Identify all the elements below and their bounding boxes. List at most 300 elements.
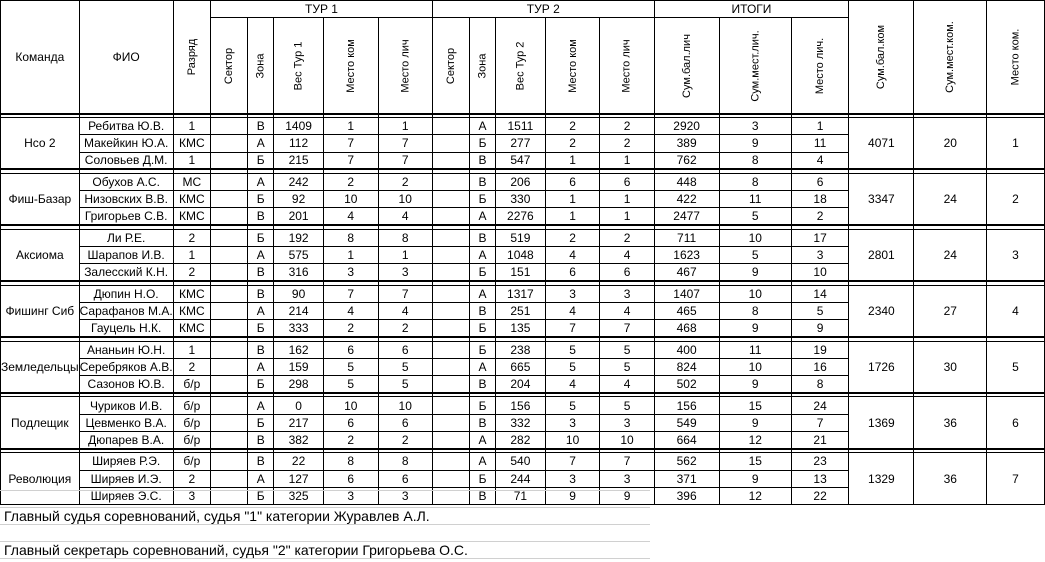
team-final-place-cell: 4 [987,285,1045,337]
sum-pers-places-cell: 15 [719,453,791,470]
pers-place1-cell: 7 [378,135,432,152]
rank-cell: 3 [173,487,210,504]
sum-pers-points-cell: 2920 [654,118,719,135]
pers-place1-cell: 5 [378,376,432,393]
rank-cell: 1 [173,341,210,358]
sector1-cell [211,152,248,169]
team-place2-cell: 4 [545,247,600,264]
fio-cell: Ананьин Ю.Н. [79,341,173,358]
sum-pers-points-cell: 467 [654,264,719,281]
fio-cell: Сазонов Ю.В. [79,376,173,393]
sector1-cell [211,247,248,264]
rank-cell: 2 [173,358,210,375]
header-zone-2: Зона [470,18,496,114]
weight2-cell: 206 [496,173,546,190]
pers-place1-cell: 6 [378,414,432,431]
pers-place1-cell: 6 [378,341,432,358]
rank-cell: КМС [173,285,210,302]
grid-line [0,558,650,559]
sector1-cell [211,432,248,449]
weight1-cell: 0 [274,397,324,414]
place-pers-cell: 8 [791,376,848,393]
sum-pers-points-cell: 1407 [654,285,719,302]
pers-place1-cell: 1 [378,247,432,264]
weight2-cell: 1511 [496,118,546,135]
team-place1-cell: 8 [323,453,378,470]
zone2-cell: А [470,432,496,449]
zone2-cell: В [470,173,496,190]
sum-pers-places-cell: 3 [719,118,791,135]
pers-place1-cell: 2 [378,432,432,449]
sum-pers-places-cell: 8 [719,173,791,190]
sum-pers-points-cell: 396 [654,487,719,504]
team-total-points-cell: 4071 [849,118,914,170]
sector1-cell [211,470,248,487]
weight2-cell: 277 [496,135,546,152]
weight2-cell: 2276 [496,208,546,225]
team-place2-cell: 5 [545,358,600,375]
zone2-cell: В [470,376,496,393]
team-place1-cell: 7 [323,285,378,302]
zone1-cell: В [248,285,274,302]
pers-place2-cell: 3 [600,285,654,302]
zone1-cell: Б [248,229,274,246]
team-place1-cell: 3 [323,264,378,281]
fio-cell: Дюпарев В.А. [79,432,173,449]
sum-pers-places-cell: 9 [719,320,791,337]
header-sum-pers-points: Сум.бал.лич [654,18,719,114]
sum-pers-places-cell: 11 [719,191,791,208]
team-place1-cell: 2 [323,173,378,190]
header-team-place-1: Место ком [323,18,378,114]
weight1-cell: 242 [274,173,324,190]
rank-cell: б/р [173,432,210,449]
weight2-cell: 71 [496,487,546,504]
table-row [1,173,1045,190]
sum-pers-places-cell: 12 [719,487,791,504]
header-team-place-2: Место ком [545,18,600,114]
team-total-places-cell: 24 [914,229,987,281]
pers-place1-cell: 3 [378,487,432,504]
team-place2-cell: 2 [545,229,600,246]
weight1-cell: 112 [274,135,324,152]
sector2-cell [432,320,469,337]
team-place2-cell: 9 [545,487,600,504]
zone1-cell: Б [248,487,274,504]
weight2-cell: 1317 [496,285,546,302]
place-pers-cell: 21 [791,432,848,449]
fio-cell: Григорьев С.В. [79,208,173,225]
header-team-place-final: Место ком. [987,1,1045,114]
place-pers-cell: 1 [791,118,848,135]
team-place2-cell: 4 [545,376,600,393]
team-place2-cell: 1 [545,152,600,169]
fio-cell: Ребитва Ю.В. [79,118,173,135]
rank-cell: 1 [173,247,210,264]
sum-pers-points-cell: 562 [654,453,719,470]
sum-pers-places-cell: 5 [719,247,791,264]
table-row [1,229,1045,246]
team-final-place-cell: 1 [987,118,1045,170]
team-total-places-cell: 30 [914,341,987,393]
header-sum-team-points: Сум.бал.ком [849,1,914,114]
team-place2-cell: 2 [545,135,600,152]
sector1-cell [211,173,248,190]
place-pers-cell: 4 [791,152,848,169]
table-row [1,397,1045,414]
weight1-cell: 382 [274,432,324,449]
table-row [1,341,1045,358]
weight2-cell: 519 [496,229,546,246]
place-pers-cell: 5 [791,302,848,319]
sum-pers-points-cell: 389 [654,135,719,152]
pers-place2-cell: 6 [600,173,654,190]
header-pers-place-2: Место лич [600,18,654,114]
team-total-points-cell: 1369 [849,397,914,449]
weight2-cell: 1048 [496,247,546,264]
team-total-points-cell: 2801 [849,229,914,281]
fio-cell: Ширяев Р.Э. [79,453,173,470]
team-place2-cell: 4 [545,302,600,319]
team-place2-cell: 3 [545,414,600,431]
table-row [1,285,1045,302]
header-place-pers: Место лич. [791,18,848,114]
zone1-cell: В [248,264,274,281]
place-pers-cell: 22 [791,487,848,504]
weight1-cell: 316 [274,264,324,281]
team-total-places-cell: 20 [914,118,987,170]
zone2-cell: А [470,247,496,264]
zone1-cell: Б [248,376,274,393]
pers-place1-cell: 2 [378,173,432,190]
pers-place1-cell: 8 [378,229,432,246]
team-final-place-cell: 2 [987,173,1045,225]
place-pers-cell: 2 [791,208,848,225]
header-sector-1: Сектор [211,18,248,114]
team-place2-cell: 6 [545,173,600,190]
team-place1-cell: 3 [323,487,378,504]
team-place1-cell: 1 [323,247,378,264]
sector2-cell [432,135,469,152]
sum-pers-places-cell: 8 [719,302,791,319]
team-place1-cell: 1 [323,118,378,135]
team-place2-cell: 7 [545,453,600,470]
sum-pers-points-cell: 422 [654,191,719,208]
team-place2-cell: 5 [545,397,600,414]
sector1-cell [211,453,248,470]
place-pers-cell: 17 [791,229,848,246]
pers-place1-cell: 10 [378,191,432,208]
zone1-cell: Б [248,414,274,431]
team-total-places-cell: 24 [914,173,987,225]
sector2-cell [432,229,469,246]
header-weight-1: Вес Тур 1 [274,18,324,114]
weight2-cell: 665 [496,358,546,375]
sum-pers-places-cell: 11 [719,341,791,358]
rank-cell: 1 [173,118,210,135]
team-total-points-cell: 2340 [849,285,914,337]
zone2-cell: А [470,285,496,302]
team-place1-cell: 7 [323,135,378,152]
weight2-cell: 330 [496,191,546,208]
zone1-cell: В [248,118,274,135]
place-pers-cell: 23 [791,453,848,470]
weight1-cell: 325 [274,487,324,504]
weight2-cell: 540 [496,453,546,470]
zone1-cell: В [248,341,274,358]
sector2-cell [432,173,469,190]
pers-place1-cell: 6 [378,470,432,487]
pers-place1-cell: 8 [378,453,432,470]
zone1-cell: В [248,453,274,470]
place-pers-cell: 6 [791,173,848,190]
weight2-cell: 135 [496,320,546,337]
weight2-cell: 282 [496,432,546,449]
fio-cell: Дюпин Н.О. [79,285,173,302]
team-final-place-cell: 5 [987,341,1045,393]
chief-judge-line: Главный судья соревнований, судья "1" категории Журавлев А.Л. [4,508,430,524]
team-name-cell: Фиш-Базар [1,173,80,225]
team-name-cell: Подлещик [1,397,80,449]
rank-cell: КМС [173,135,210,152]
fio-cell: Серебряков А.В. [79,360,173,374]
sector1-cell [211,264,248,281]
team-total-places-cell: 36 [914,453,987,505]
sector1-cell [211,208,248,225]
zone1-cell: А [248,470,274,487]
rank-cell: 1 [173,152,210,169]
place-pers-cell: 10 [791,264,848,281]
sum-pers-points-cell: 448 [654,173,719,190]
team-place1-cell: 8 [323,229,378,246]
zone2-cell: В [470,302,496,319]
team-place2-cell: 7 [545,320,600,337]
sum-pers-places-cell: 10 [719,285,791,302]
place-pers-cell: 13 [791,470,848,487]
header-weight-2: Вес Тур 2 [496,18,546,114]
chief-secretary-line: Главный секретарь соревнований, судья "2" категории Григорьева О.С. [4,542,468,558]
table-row [1,453,1045,470]
pers-place1-cell: 2 [378,320,432,337]
sum-pers-places-cell: 5 [719,208,791,225]
sector2-cell [432,152,469,169]
team-total-places-cell: 36 [914,397,987,449]
pers-place1-cell: 1 [378,118,432,135]
zone2-cell: Б [470,191,496,208]
header-tour1: ТУР 1 [211,1,433,18]
sum-pers-points-cell: 371 [654,470,719,487]
zone2-cell: Б [470,341,496,358]
sector2-cell [432,302,469,319]
place-pers-cell: 11 [791,135,848,152]
place-pers-cell: 14 [791,285,848,302]
weight2-cell: 156 [496,397,546,414]
sector2-cell [432,191,469,208]
sector2-cell [432,341,469,358]
team-name-cell: Революция [1,453,80,505]
sector2-cell [432,397,469,414]
zone1-cell: А [248,397,274,414]
weight1-cell: 159 [274,358,324,375]
zone1-cell: Б [248,320,274,337]
team-place2-cell: 5 [545,341,600,358]
weight1-cell: 333 [274,320,324,337]
rank-cell: б/р [173,376,210,393]
sector1-cell [211,397,248,414]
team-place2-cell: 3 [545,285,600,302]
pers-place2-cell: 4 [600,376,654,393]
pers-place2-cell: 5 [600,341,654,358]
team-place2-cell: 3 [545,470,600,487]
weight1-cell: 192 [274,229,324,246]
pers-place1-cell: 7 [378,285,432,302]
team-final-place-cell: 7 [987,453,1045,505]
header-sum-team-places: Сум.мест.ком. [914,1,987,114]
sum-pers-places-cell: 15 [719,397,791,414]
sum-pers-points-cell: 502 [654,376,719,393]
team-place1-cell: 6 [323,470,378,487]
zone2-cell: Б [470,264,496,281]
place-pers-cell: 24 [791,397,848,414]
fio-cell: Сарафанов М.А. [79,304,173,319]
sector1-cell [211,229,248,246]
zone1-cell: А [248,173,274,190]
fio-cell: Залесский К.Н. [79,264,173,281]
fio-cell: Ширяев Э.С. [79,487,173,504]
weight1-cell: 162 [274,341,324,358]
sum-pers-points-cell: 468 [654,320,719,337]
sector1-cell [211,135,248,152]
rank-cell: б/р [173,414,210,431]
team-total-points-cell: 1726 [849,341,914,393]
team-name-cell: Аксиома [1,229,80,281]
zone2-cell: Б [470,470,496,487]
team-name-cell: Земледельцы [1,341,80,393]
weight2-cell: 547 [496,152,546,169]
zone1-cell: А [248,358,274,375]
pers-place2-cell: 9 [600,487,654,504]
pers-place2-cell: 1 [600,191,654,208]
zone2-cell: В [470,487,496,504]
weight2-cell: 238 [496,341,546,358]
header-tour2: ТУР 2 [432,1,654,18]
pers-place1-cell: 10 [378,397,432,414]
rank-cell: 2 [173,229,210,246]
fio-cell: Макейкин Ю.А. [79,135,173,152]
table-row [1,118,1045,135]
weight2-cell: 244 [496,470,546,487]
sum-pers-places-cell: 10 [719,358,791,375]
fio-cell: Шарапов И.В. [79,247,173,264]
zone2-cell: А [470,453,496,470]
pers-place2-cell: 5 [600,358,654,375]
pers-place1-cell: 5 [378,358,432,375]
fio-cell: Цевменко В.А. [79,414,173,431]
team-place1-cell: 7 [323,152,378,169]
team-place2-cell: 1 [545,191,600,208]
sector1-cell [211,414,248,431]
sum-pers-places-cell: 9 [719,264,791,281]
team-place1-cell: 5 [323,358,378,375]
team-total-places-cell: 27 [914,285,987,337]
grid-line [0,524,650,525]
grid-line [0,490,650,491]
sum-pers-points-cell: 2477 [654,208,719,225]
team-place1-cell: 4 [323,302,378,319]
team-place1-cell: 2 [323,320,378,337]
rank-cell: б/р [173,397,210,414]
team-place2-cell: 2 [545,118,600,135]
rank-cell: КМС [173,208,210,225]
fio-cell: Гауцель Н.К. [79,320,173,337]
pers-place2-cell: 7 [600,320,654,337]
zone1-cell: В [248,432,274,449]
sum-pers-places-cell: 9 [719,470,791,487]
pers-place2-cell: 4 [600,247,654,264]
team-place1-cell: 6 [323,414,378,431]
pers-place2-cell: 1 [600,152,654,169]
weight1-cell: 127 [274,470,324,487]
zone2-cell: А [470,208,496,225]
sector2-cell [432,453,469,470]
sector2-cell [432,264,469,281]
team-place1-cell: 10 [323,191,378,208]
header-pers-place-1: Место лич [378,18,432,114]
pers-place2-cell: 2 [600,135,654,152]
weight1-cell: 575 [274,247,324,264]
fio-cell: Ли Р.Е. [79,229,173,246]
team-place2-cell: 6 [545,264,600,281]
header-totals: ИТОГИ [654,1,849,18]
rank-cell: КМС [173,191,210,208]
sum-pers-points-cell: 1623 [654,247,719,264]
zone1-cell: А [248,135,274,152]
pers-place2-cell: 3 [600,414,654,431]
pers-place1-cell: 4 [378,302,432,319]
zone1-cell: А [248,302,274,319]
team-final-place-cell: 3 [987,229,1045,281]
team-total-points-cell: 3347 [849,173,914,225]
rank-cell: КМС [173,320,210,337]
pers-place2-cell: 6 [600,264,654,281]
sum-pers-places-cell: 8 [719,152,791,169]
weight1-cell: 298 [274,376,324,393]
team-total-points-cell: 1329 [849,453,914,505]
weight1-cell: 1409 [274,118,324,135]
sector1-cell [211,320,248,337]
sector1-cell [211,191,248,208]
sector2-cell [432,208,469,225]
weight1-cell: 201 [274,208,324,225]
rank-cell: МС [173,173,210,190]
team-place2-cell: 1 [545,208,600,225]
sector1-cell [211,341,248,358]
weight1-cell: 215 [274,152,324,169]
pers-place2-cell: 10 [600,432,654,449]
header-zone-1: Зона [248,18,274,114]
rank-cell: КМС [173,302,210,319]
team-place1-cell: 5 [323,376,378,393]
zone2-cell: В [470,152,496,169]
sector2-cell [432,118,469,135]
pers-place1-cell: 3 [378,264,432,281]
team-name-cell: Фишинг Сиб [1,285,80,337]
place-pers-cell: 7 [791,414,848,431]
sector1-cell [211,285,248,302]
place-pers-cell: 18 [791,191,848,208]
place-pers-cell: 9 [791,320,848,337]
team-name-cell: Нсо 2 [1,118,80,170]
